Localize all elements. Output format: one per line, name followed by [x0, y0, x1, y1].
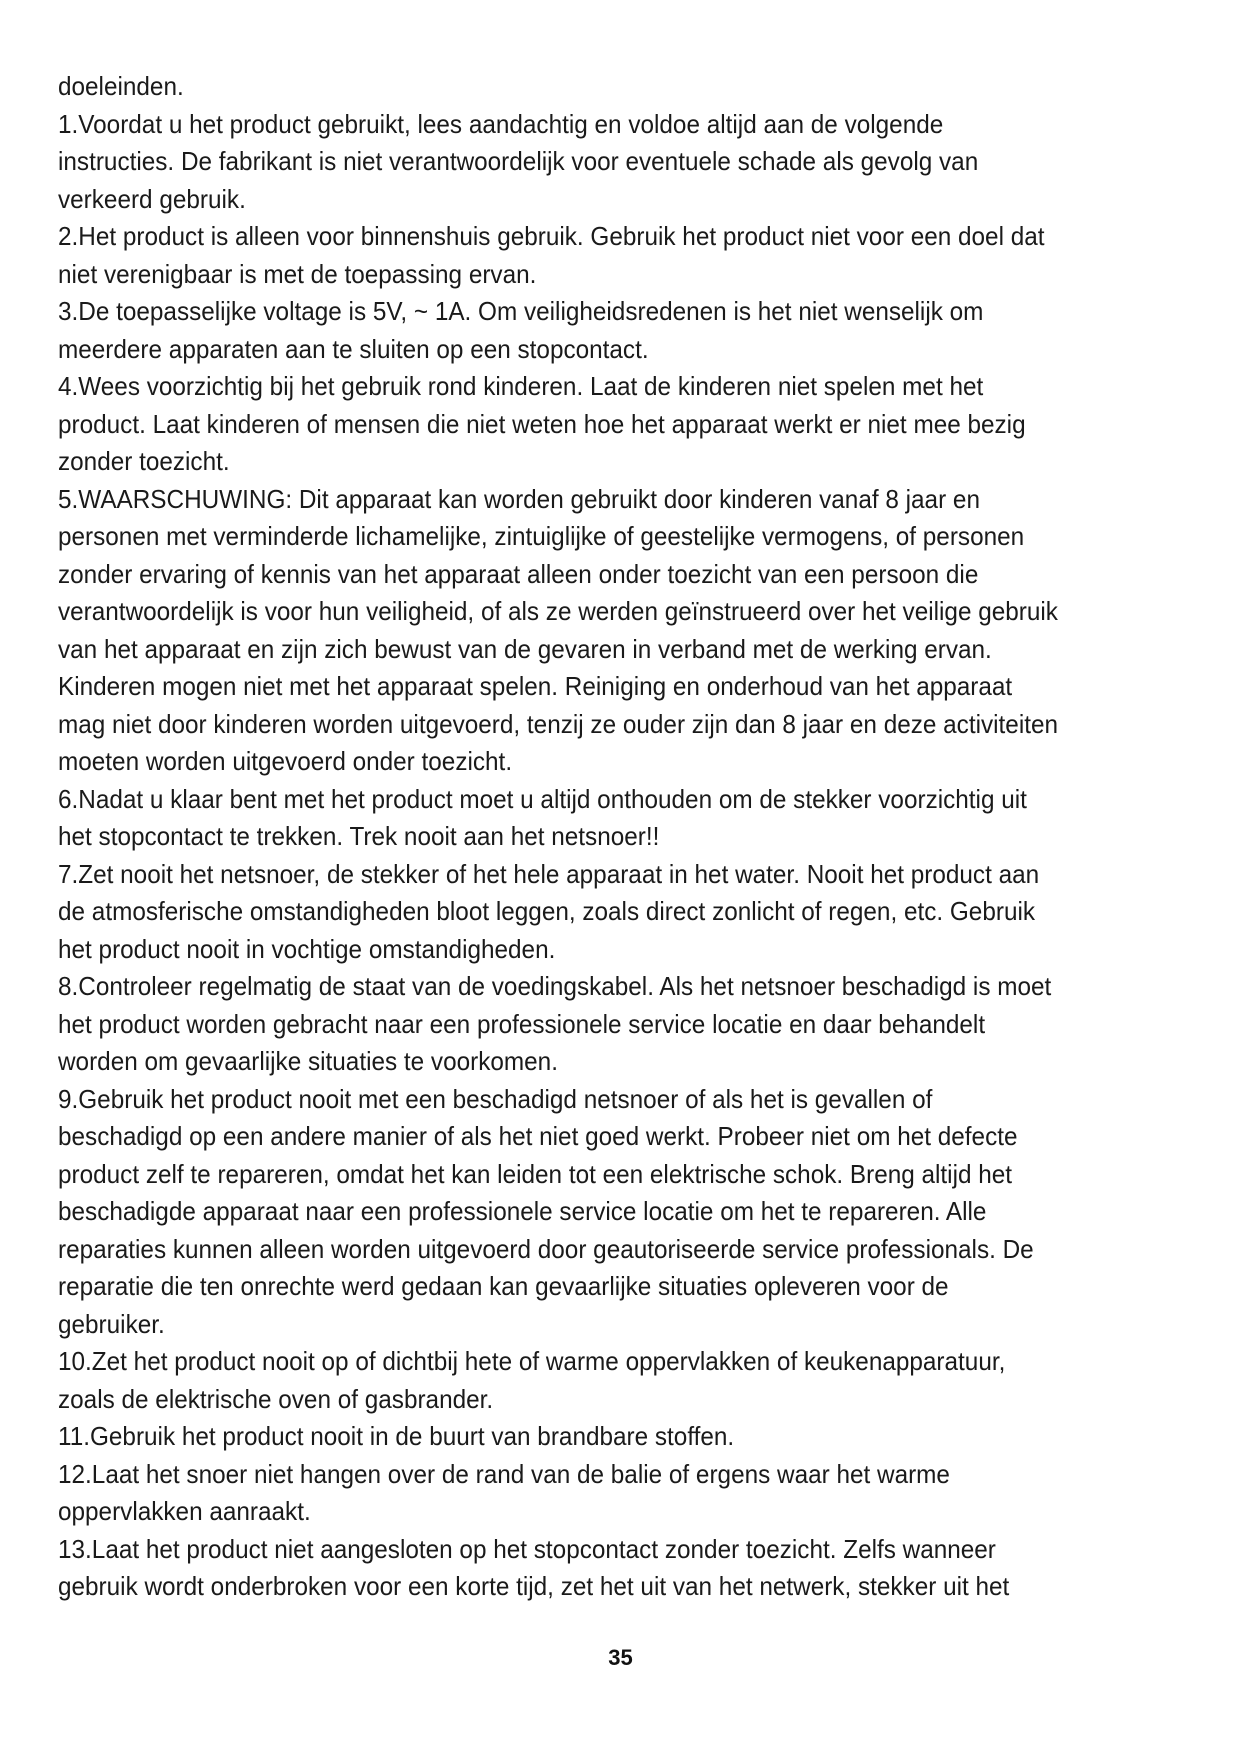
text-line: product. Laat kinderen of mensen die niet weten hoe het apparaat werkt er niet mee bezig: [58, 408, 1026, 439]
text-line: instructies. De fabrikant is niet verantwoordelijk voor eventuele schade als gevolg van: [58, 146, 979, 176]
text-line: het stopcontact te trekken. Trek nooit aan het netsnoer!!: [58, 821, 660, 851]
text-line: gebruiker.: [58, 1308, 165, 1339]
page-number: 35: [608, 1645, 633, 1670]
text-line: 6.Nadat u klaar bent met het product moet u altijd onthouden om de stekker voorzichtig uit: [58, 783, 1027, 814]
text-line: 8.Controleer regelmatig de staat van de voedingskabel. Als het netsnoer beschadigd is moet: [58, 971, 1052, 1001]
text-line: worden om gevaarlijke situaties te voorkomen.: [58, 1046, 558, 1076]
paragraph: [58, 1418, 1187, 1456]
paragraph: [58, 1081, 1187, 1344]
text-line: 4.Wees voorzichtig bij het gebruik rond kinderen. Laat de kinderen niet spelen met het: [58, 371, 984, 401]
text-line: zonder toezicht.: [58, 446, 230, 476]
text-line: 12.Laat het snoer niet hangen over de rand van de balie of ergens waar het warme: [58, 1458, 950, 1489]
text-line: de atmosferische omstandigheden bloot leggen, zoals direct zonlicht of regen, etc. Gebruik: [58, 896, 1036, 926]
paragraph: [58, 293, 1187, 368]
paragraph: [58, 856, 1187, 969]
text-line: moeten worden uitgevoerd onder toezicht.: [58, 746, 513, 776]
text-line: 3.De toepasselijke voltage is 5V, ~ 1A. Om veiligheidsredenen is het niet wenselijk om: [58, 296, 984, 326]
text-line: beschadigd op een andere manier of als het niet goed werkt. Probeer niet om het defecte: [58, 1121, 1018, 1151]
text-line: verkeerd gebruik.: [58, 183, 246, 214]
text-line: reparatie die ten onrechte werd gedaan kan gevaarlijke situaties opleveren voor de: [58, 1271, 949, 1301]
text-line: 5.WAARSCHUWING: Dit apparaat kan worden gebruikt door kinderen vanaf 8 jaar en: [58, 483, 980, 514]
text-line: van het apparaat en zijn zich bewust van de gevaren in verband met de werking ervan.: [58, 633, 992, 664]
text-line: beschadigde apparaat naar een professionele service locatie om het te repareren. Alle: [58, 1196, 987, 1226]
paragraph: [58, 106, 1187, 219]
text-line: 13.Laat het product niet aangesloten op het stopcontact zonder toezicht. Zelfs wanneer: [58, 1533, 996, 1564]
text-line: 1.Voordat u het product gebruikt, lees aandachtig en voldoe altijd aan de volgende: [58, 108, 944, 139]
text-line: reparaties kunnen alleen worden uitgevoerd door geautoriseerde service professionals. De: [58, 1233, 1034, 1264]
text-line: verantwoordelijk is voor hun veiligheid, of als ze werden geïnstrueerd over het veilige gebruik: [58, 596, 1058, 626]
paragraph: [58, 481, 1187, 781]
text-line: gebruik wordt onderbroken voor een korte tijd, zet het uit van het netwerk, stekker uit het: [58, 1571, 1010, 1601]
text-line: zonder ervaring of kennis van het apparaat alleen onder toezicht van een persoon die: [58, 558, 979, 589]
paragraph: [58, 368, 1187, 481]
text-line: niet verenigbaar is met de toepassing ervan.: [58, 258, 537, 289]
text-line: mag niet door kinderen worden uitgevoerd, tenzij ze ouder zijn dan 8 jaar en deze activiteiten: [58, 708, 1059, 739]
paragraph: [58, 1456, 1187, 1531]
text-line: doeleinden.: [58, 71, 184, 101]
text-line: 11.Gebruik het product nooit in de buurt van brandbare stoffen.: [58, 1421, 735, 1451]
body-text: [58, 68, 1187, 1606]
paragraph: [58, 1343, 1187, 1418]
paragraph: [58, 218, 1187, 293]
text-line: zoals de elektrische oven of gasbrander.: [58, 1383, 494, 1414]
paragraph: [58, 781, 1187, 856]
text-line: oppervlakken aanraakt.: [58, 1496, 311, 1526]
text-line: Kinderen mogen niet met het apparaat spelen. Reiniging en onderhoud van het apparaat: [58, 671, 1013, 701]
text-line: product zelf te repareren, omdat het kan leiden tot een elektrische schok. Breng altijd het: [58, 1158, 1013, 1189]
text-line: 2.Het product is alleen voor binnenshuis gebruik. Gebruik het product niet voor een doel dat: [58, 221, 1045, 251]
text-line: meerdere apparaten aan te sluiten op een stopcontact.: [58, 333, 649, 364]
text-line: het product worden gebracht naar een professionele service locatie en daar behandelt: [58, 1008, 986, 1039]
paragraph: [58, 968, 1187, 1081]
paragraph: [58, 68, 1187, 106]
text-line: 7.Zet nooit het netsnoer, de stekker of het hele apparaat in het water. Nooit het product aan: [58, 858, 1040, 889]
text-line: 9.Gebruik het product nooit met een beschadigd netsnoer of als het is gevallen of: [58, 1083, 933, 1114]
text-line: 10.Zet het product nooit op of dichtbij hete of warme oppervlakken of keukenapparatuur,: [58, 1346, 1006, 1376]
text-line: personen met verminderde lichamelijke, zintuiglijke of geestelijke vermogens, of personen: [58, 521, 1025, 551]
text-line: het product nooit in vochtige omstandigheden.: [58, 933, 556, 964]
paragraph: [58, 1531, 1187, 1606]
